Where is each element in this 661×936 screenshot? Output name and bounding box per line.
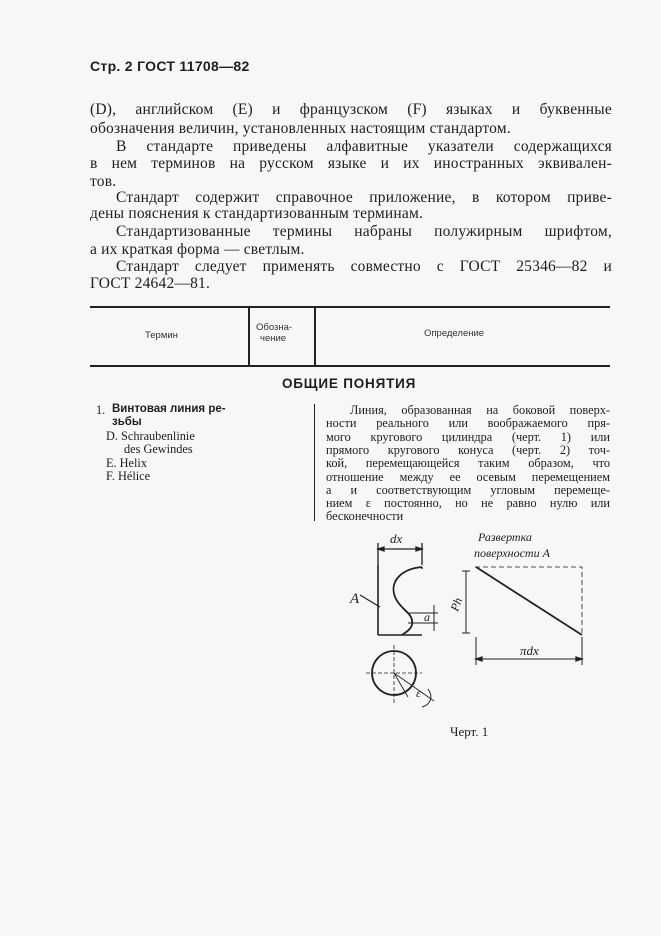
- term-translation-en: E. Helix: [106, 456, 147, 470]
- label-dx-top: dx: [390, 531, 403, 546]
- term-translation-de-2: des Gewindes: [124, 442, 193, 456]
- definition-line: прямого кругового конуса (черт. 2) точ-: [326, 442, 610, 457]
- definition-line: нием ε постоянно, но не равно нулю или: [326, 496, 610, 511]
- intro-line: в нем терминов на русском языке и их иностранных эквивален-: [90, 155, 612, 172]
- column-header-symbol-1: Обозна-: [256, 322, 293, 333]
- development-line: [476, 567, 582, 635]
- term-translation-de-1: D. Schraubenlinie: [106, 429, 195, 443]
- section-title: ОБЩИЕ ПОНЯТИЯ: [282, 376, 417, 391]
- intro-line: (D), английском (Е) и французском (F) языках и буквенные: [90, 101, 612, 118]
- term-name-line1: Винтовая линия ре-: [112, 403, 226, 415]
- definition-column-rule: [314, 404, 315, 521]
- development-label-1: Развертка: [478, 530, 532, 544]
- intro-line: В стандарте приведены алфавитные указатели содержащихся: [116, 138, 612, 155]
- label-epsilon: ε: [416, 686, 421, 700]
- label-A: A: [350, 591, 360, 607]
- intro-line: Стандартизованные термины набраны полужирным шрифтом,: [116, 223, 612, 240]
- intro-line: Стандарт содержит справочное приложение, в котором приве-: [116, 189, 612, 206]
- definition-line: a и соответствующим угловым перемеще-: [326, 482, 610, 497]
- label-ph: Ph: [447, 595, 466, 614]
- label-a: a: [424, 610, 430, 624]
- column-header-symbol-2: чение: [260, 333, 287, 344]
- page-header: Стр. 2 ГОСТ 11708—82: [90, 58, 250, 74]
- intro-line: ГОСТ 24642—81.: [90, 275, 211, 292]
- definition-line: Линия, образованная на боковой поверх-: [350, 403, 610, 417]
- col-divider-2: [314, 306, 316, 366]
- intro-line: Стандарт следует применять совместно с ГОСТ 25346—82 и: [116, 258, 612, 275]
- label-pi-dx: πdx: [520, 643, 539, 658]
- definition-line: кой, перемещающейся таким образом, что: [326, 456, 610, 471]
- definition-line: мого кругового цилиндра (черт. 1) или: [326, 429, 610, 444]
- table-top-rule: [90, 306, 610, 308]
- term-translation-fr: F. Hélice: [106, 469, 151, 483]
- intro-line: тов.: [90, 173, 117, 190]
- definition-line: ности реального или воображаемого пря-: [326, 416, 610, 431]
- column-header-term: Термин: [145, 330, 178, 341]
- intro-line: дены пояснения к стандартизованным терминам.: [90, 205, 424, 222]
- column-header-definition: Определение: [424, 328, 485, 339]
- definition-line: отношение между ее осевым перемещением: [326, 469, 610, 484]
- helix-curve: [394, 567, 422, 635]
- intro-line: а их краткая форма — светлым.: [90, 241, 305, 258]
- development-label-2: поверхности A: [474, 546, 550, 560]
- section-arrow: [360, 595, 380, 607]
- col-divider-1: [248, 306, 250, 366]
- term-number: 1.: [96, 403, 106, 417]
- term-name-line2: зьбы: [112, 416, 142, 428]
- intro-line: обозначения величин, установленных настоящим стандартом.: [90, 120, 511, 137]
- definition-line: бесконечности: [326, 509, 404, 524]
- figure-caption: Черт. 1: [450, 724, 489, 739]
- figure-1-drawing: [330, 525, 600, 735]
- table-header-bottom-rule: [90, 365, 610, 367]
